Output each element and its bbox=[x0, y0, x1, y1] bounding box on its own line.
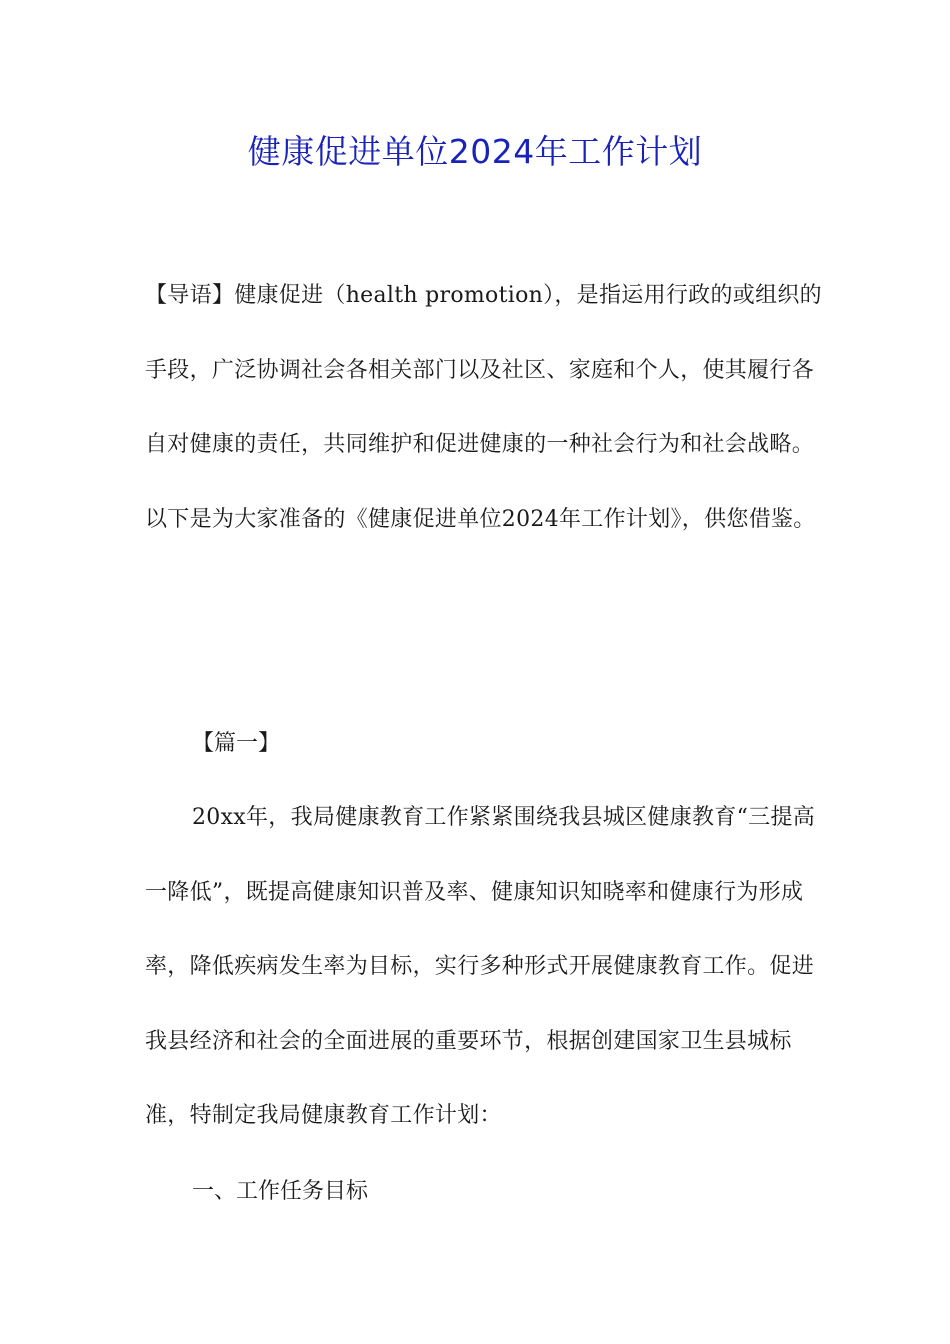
section-label: 【篇一】 bbox=[192, 731, 281, 756]
intro-paragraph bbox=[145, 259, 825, 557]
intro-text: 【导语】健康促进（health promotion），是指运用行政的或组织的手段，广泛协调社会各相关部门以及社区、家庭和个人，使其履行各自对健康的责任，共同维护和促进健康的一种社会行为和社会战略。以下是为大家准备的《健康促进单位2024年工作计划》，供您借鉴。 bbox=[145, 283, 822, 532]
body-paragraph bbox=[145, 781, 825, 1154]
body-paragraph-text: 20xx年，我局健康教育工作紧紧围绕我县城区健康教育“三提高一降低”，既提高健康知识普及率、健康知识知晓率和健康行为形成率，降低疾病发生率为目标，实行多种形式开展健康教育工作。促进我县经济和社会的全面进展的重要环节，根据创建国家卫生县城标准，特制定我局健康教育工作计划： bbox=[145, 805, 816, 1128]
section-heading: 一、工作任务目标 bbox=[192, 1179, 369, 1204]
document-title: 健康促进单位2024年工作计划 bbox=[247, 132, 703, 171]
